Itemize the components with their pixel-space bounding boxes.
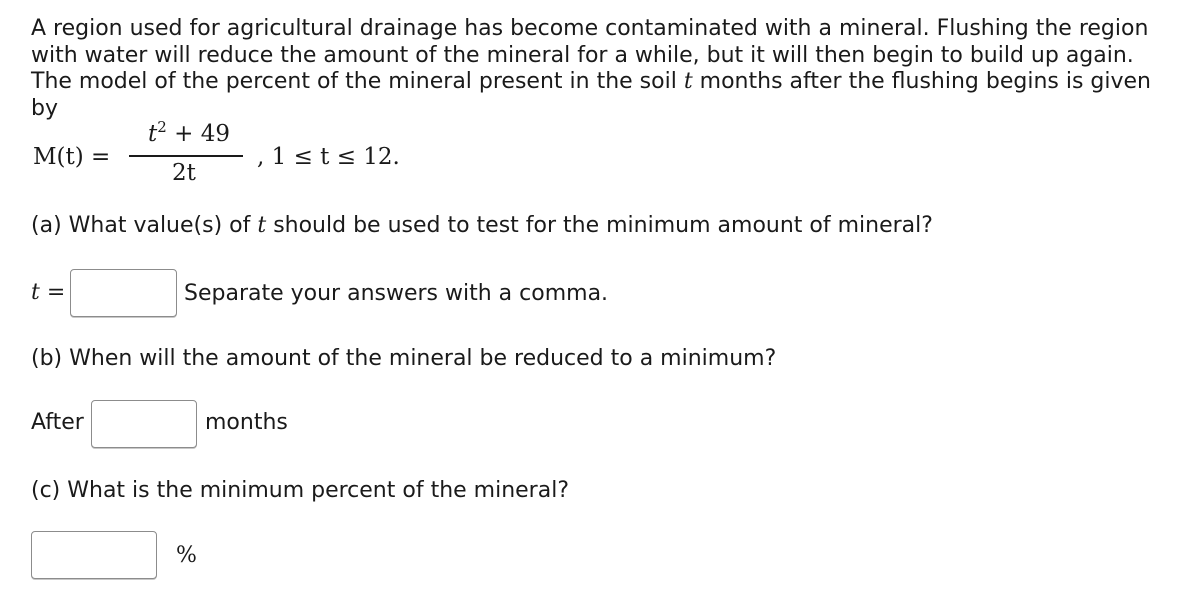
formula-fraction — [125, 118, 253, 192]
answer-a-hint: Separate your answers with a comma. — [184, 281, 609, 306]
problem-intro — [31, 16, 1171, 122]
numerator-base: t — [148, 121, 158, 147]
answer-a-input[interactable] — [70, 269, 177, 317]
numerator-rest: + 49 — [166, 121, 230, 147]
formula-numerator — [125, 118, 253, 147]
answer-c-suffix: % — [176, 543, 197, 568]
question-b: (b) When will the amount of the mineral be reduced to a minimum? — [31, 346, 777, 371]
numerator-exponent: 2 — [157, 118, 167, 136]
question-a — [31, 213, 933, 238]
formula-denominator: 2t — [172, 160, 196, 186]
answer-b-input[interactable] — [91, 400, 197, 448]
formula-domain: , 1 ≤ t ≤ 12. — [257, 144, 400, 170]
intro-text-start: A region used for agricultural drainage has become contaminated with a mineral. Flushing the region with water will reduce the amount of the mineral for a while, but it will then begin to build up again. The model of the percent of the mineral present in the soil — [31, 16, 1149, 94]
intro-text-end: months after the flushing begins is given by — [31, 69, 1151, 121]
question-a-end: should be used to test for the minimum amount of mineral? — [266, 213, 933, 238]
intro-variable-t: t — [683, 69, 693, 94]
question-a-variable: t — [257, 213, 267, 238]
question-c: (c) What is the minimum percent of the mineral? — [31, 478, 570, 503]
fraction-bar — [129, 155, 243, 157]
question-a-start: (a) What value(s) of — [31, 213, 258, 238]
answer-b-prefix: After — [31, 410, 84, 435]
answer-a-label: t = — [31, 280, 66, 305]
formula-lhs: M(t) = — [33, 144, 111, 170]
answer-c-input[interactable] — [31, 531, 157, 579]
answer-b-suffix: months — [205, 410, 288, 435]
